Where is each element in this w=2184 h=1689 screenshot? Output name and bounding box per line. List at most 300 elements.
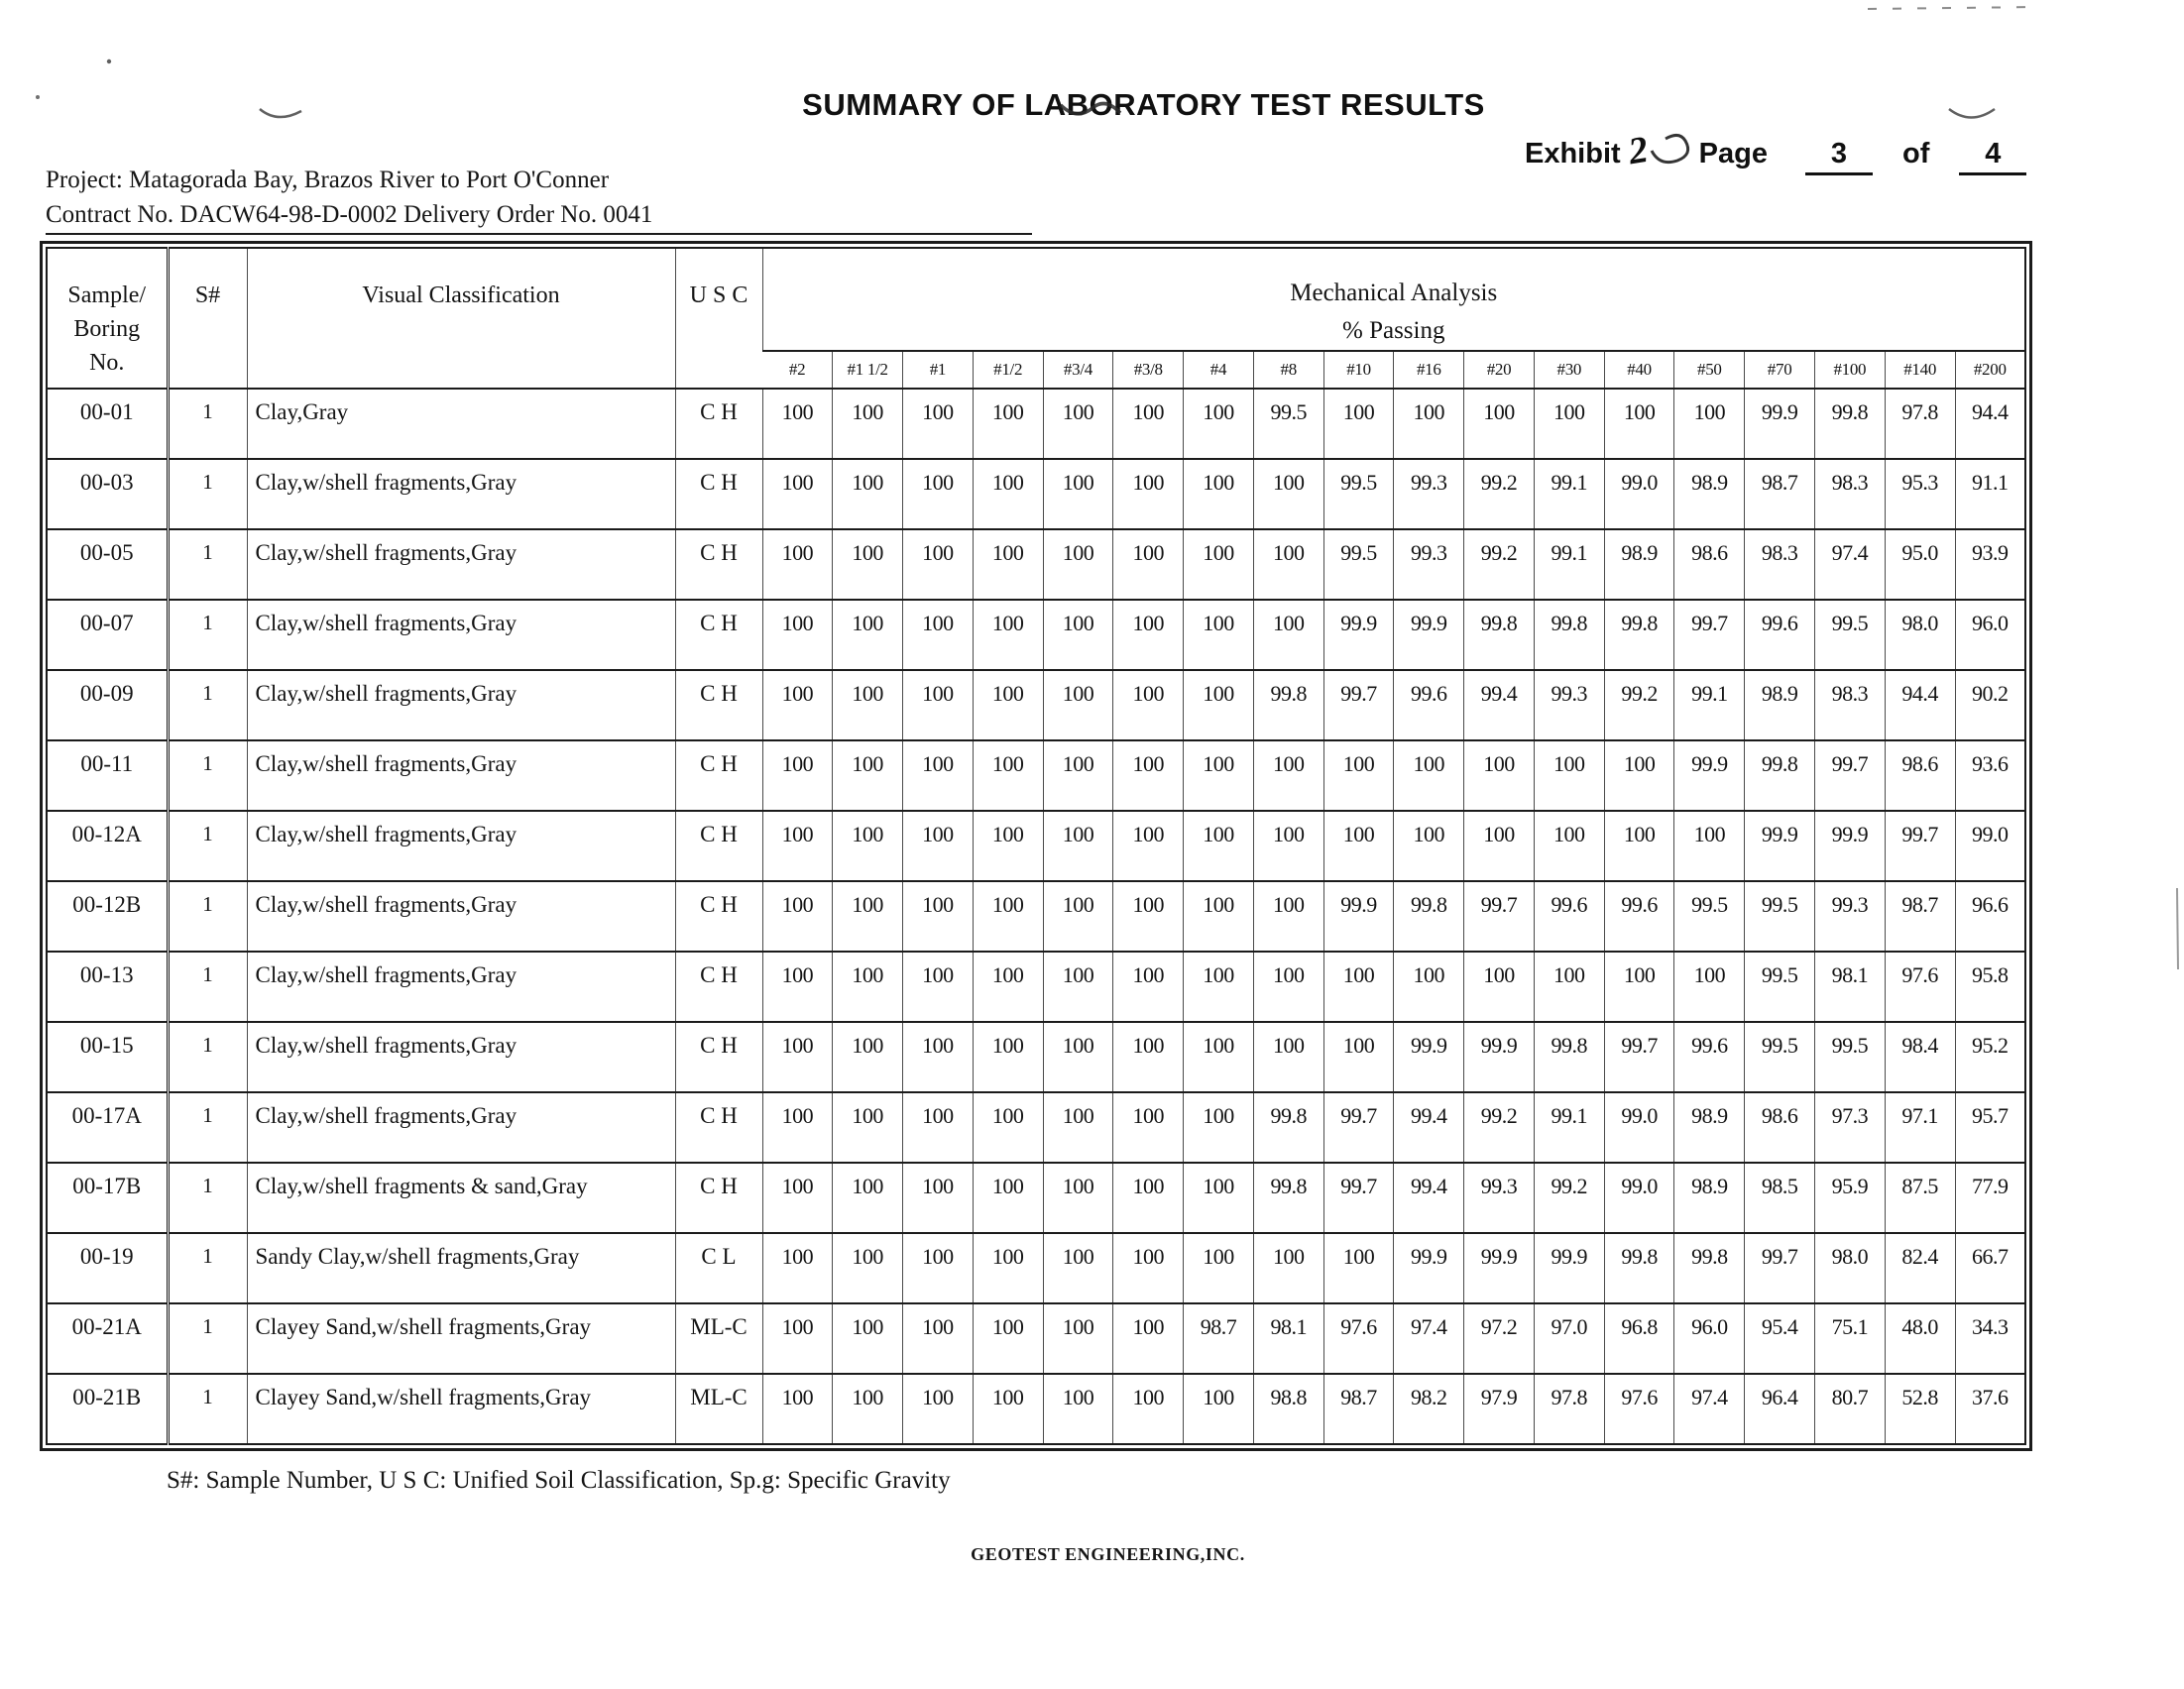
percent-passing-value: 100 (903, 1303, 974, 1374)
sample-boring-no: 00-17B (47, 1163, 168, 1233)
percent-passing-value: 100 (1043, 389, 1113, 459)
percent-passing-value: 100 (762, 1092, 833, 1163)
visual-classification: Clay,w/shell fragments,Gray (247, 740, 675, 811)
percent-passing-value: 100 (762, 881, 833, 952)
percent-passing-value: 100 (1394, 811, 1464, 881)
col-header-s-number: S# (168, 248, 247, 389)
percent-passing-value: 100 (1113, 459, 1184, 529)
percent-passing-value: 98.2 (1394, 1374, 1464, 1444)
percent-passing-value: 100 (973, 1374, 1043, 1444)
percent-passing-value: 100 (762, 389, 833, 459)
percent-passing-value: 100 (973, 459, 1043, 529)
percent-passing-value: 99.8 (1253, 1163, 1323, 1233)
sieve-size-header: #140 (1885, 351, 1955, 389)
percent-passing-value: 100 (1113, 1374, 1184, 1444)
sieve-size-header: #16 (1394, 351, 1464, 389)
percent-passing-value: 100 (903, 389, 974, 459)
percent-passing-value: 99.7 (1745, 1233, 1815, 1303)
percent-passing-value: 100 (1043, 1374, 1113, 1444)
percent-passing-value: 99.8 (1464, 600, 1535, 670)
percent-passing-value: 100 (1113, 740, 1184, 811)
percent-passing-value: 99.5 (1745, 881, 1815, 952)
percent-passing-value: 100 (973, 600, 1043, 670)
percent-passing-value: 100 (833, 1092, 903, 1163)
table-row (47, 881, 2025, 952)
percent-passing-value: 99.9 (1814, 811, 1885, 881)
percent-passing-value: 100 (1184, 389, 1254, 459)
percent-passing-value: 100 (1184, 881, 1254, 952)
percent-passing-value: 100 (762, 459, 833, 529)
percent-passing-value: 99.5 (1674, 881, 1745, 952)
percent-passing-value: 100 (1534, 389, 1604, 459)
percent-passing-value: 100 (1113, 1163, 1184, 1233)
percent-passing-value: 100 (903, 1092, 974, 1163)
percent-passing-value: 100 (973, 529, 1043, 600)
percent-passing-value: 100 (1394, 740, 1464, 811)
col-header-sample-line2: Boring (73, 316, 141, 342)
usc-value: C H (675, 459, 762, 529)
sample-number: 1 (168, 529, 247, 600)
sieve-size-header: #40 (1604, 351, 1674, 389)
col-header-sample-line3: No. (89, 350, 125, 376)
percent-passing-value: 37.6 (1955, 1374, 2025, 1444)
percent-passing-value: 100 (1184, 952, 1254, 1022)
percent-passing-value: 98.3 (1745, 529, 1815, 600)
exhibit-label: Exhibit (1525, 138, 1621, 169)
percent-passing-value: 100 (1184, 1092, 1254, 1163)
percent-passing-value: 95.2 (1955, 1022, 2025, 1092)
percent-passing-value: 100 (762, 529, 833, 600)
percent-passing-value: 100 (1043, 1163, 1113, 1233)
percent-passing-value: 99.9 (1534, 1233, 1604, 1303)
percent-passing-value: 100 (1184, 1233, 1254, 1303)
percent-passing-value: 100 (1323, 1233, 1394, 1303)
sample-boring-no: 00-21A (47, 1303, 168, 1374)
percent-passing-value: 100 (1323, 389, 1394, 459)
percent-passing-value: 100 (833, 1022, 903, 1092)
percent-passing-value: 99.7 (1604, 1022, 1674, 1092)
col-header-sample-boring-no (47, 248, 168, 389)
sieve-size-header: #200 (1955, 351, 2025, 389)
percent-passing-value: 100 (762, 1022, 833, 1092)
percent-passing-value: 66.7 (1955, 1233, 2025, 1303)
table-row (47, 1022, 2025, 1092)
percent-passing-value: 98.7 (1745, 459, 1815, 529)
percent-passing-value: 99.8 (1674, 1233, 1745, 1303)
percent-passing-value: 100 (1113, 600, 1184, 670)
percent-passing-value: 100 (1534, 811, 1604, 881)
percent-passing-value: 100 (1323, 740, 1394, 811)
sieve-size-header: #20 (1464, 351, 1535, 389)
percent-passing-value: 99.9 (1464, 1022, 1535, 1092)
percent-passing-value: 77.9 (1955, 1163, 2025, 1233)
percent-passing-value: 98.5 (1745, 1163, 1815, 1233)
percent-passing-value: 100 (762, 1163, 833, 1233)
percent-passing-value: 99.1 (1534, 459, 1604, 529)
percent-passing-value: 99.5 (1814, 600, 1885, 670)
percent-passing-value: 99.3 (1394, 459, 1464, 529)
percent-passing-value: 100 (833, 1374, 903, 1444)
percent-passing-value: 100 (1043, 881, 1113, 952)
percent-passing-value: 99.5 (1323, 459, 1394, 529)
visual-classification: Clay,w/shell fragments & sand,Gray (247, 1163, 675, 1233)
percent-passing-value: 100 (903, 952, 974, 1022)
percent-passing-value: 100 (762, 670, 833, 740)
usc-value: C H (675, 1163, 762, 1233)
percent-passing-value: 100 (903, 459, 974, 529)
percent-passing-value: 99.4 (1464, 670, 1535, 740)
sieve-size-header: #3/4 (1043, 351, 1113, 389)
percent-passing-value: 99.6 (1674, 1022, 1745, 1092)
table-row (47, 459, 2025, 529)
company-name: GEOTEST ENGINEERING,INC. (971, 1544, 1245, 1564)
sieve-size-header: #70 (1745, 351, 1815, 389)
speck-mark (36, 95, 40, 99)
percent-passing-value: 98.3 (1814, 459, 1885, 529)
percent-passing-value: 100 (1604, 389, 1674, 459)
percent-passing-value: 99.0 (1955, 811, 2025, 881)
percent-passing-value: 100 (1113, 881, 1184, 952)
percent-passing-value: 100 (833, 1163, 903, 1233)
percent-passing-value: 98.0 (1885, 600, 1955, 670)
percent-passing-value: 100 (762, 1233, 833, 1303)
percent-passing-value: 100 (1323, 952, 1394, 1022)
percent-passing-value: 100 (762, 1374, 833, 1444)
table-row (47, 740, 2025, 811)
percent-passing-value: 98.1 (1814, 952, 1885, 1022)
percent-passing-value: 100 (833, 952, 903, 1022)
percent-passing-value: 99.8 (1604, 600, 1674, 670)
percent-passing-value: 100 (1043, 1233, 1113, 1303)
percent-passing-value: 100 (973, 1092, 1043, 1163)
exhibit-number: 2 (1625, 128, 1651, 173)
percent-passing-value: 100 (1113, 1022, 1184, 1092)
percent-passing-value: 99.9 (1323, 600, 1394, 670)
visual-classification: Clay,w/shell fragments,Gray (247, 1022, 675, 1092)
percent-passing-value: 100 (1043, 670, 1113, 740)
sample-boring-no: 00-13 (47, 952, 168, 1022)
percent-passing-value: 52.8 (1885, 1374, 1955, 1444)
page-label: Page (1698, 138, 1768, 169)
percent-passing-value: 99.4 (1394, 1092, 1464, 1163)
percent-passing-value: 99.2 (1604, 670, 1674, 740)
percent-passing-value: 100 (1464, 740, 1535, 811)
table-row (47, 1163, 2025, 1233)
percent-passing-value: 96.6 (1955, 881, 2025, 952)
sample-boring-no: 00-01 (47, 389, 168, 459)
percent-passing-value: 100 (1113, 1092, 1184, 1163)
percent-passing-value: 100 (1253, 1233, 1323, 1303)
sieve-size-header: #50 (1674, 351, 1745, 389)
usc-value: C H (675, 952, 762, 1022)
percent-passing-value: 95.7 (1955, 1092, 2025, 1163)
percent-passing-value: 100 (973, 881, 1043, 952)
percent-passing-value: 99.6 (1604, 881, 1674, 952)
percent-passing-value: 100 (833, 529, 903, 600)
usc-value: ML-C (675, 1303, 762, 1374)
percent-passing-value: 100 (1394, 952, 1464, 1022)
speck-mark (107, 59, 111, 63)
percent-passing-value: 100 (1184, 740, 1254, 811)
sieve-size-header: #8 (1253, 351, 1323, 389)
percent-passing-value: 99.9 (1394, 1233, 1464, 1303)
visual-classification: Clay,w/shell fragments,Gray (247, 1092, 675, 1163)
percent-passing-value: 100 (973, 1303, 1043, 1374)
percent-passing-value: 99.9 (1745, 811, 1815, 881)
sieve-size-header: #2 (762, 351, 833, 389)
percent-passing-value: 75.1 (1814, 1303, 1885, 1374)
percent-passing-value: 99.0 (1604, 1163, 1674, 1233)
sample-boring-no: 00-17A (47, 1092, 168, 1163)
percent-passing-value: 98.6 (1674, 529, 1745, 600)
sample-number: 1 (168, 670, 247, 740)
percent-passing-value: 99.7 (1814, 740, 1885, 811)
percent-passing-value: 97.6 (1323, 1303, 1394, 1374)
percent-passing-value: 100 (1604, 740, 1674, 811)
sample-number: 1 (168, 811, 247, 881)
percent-passing-value: 100 (1253, 1022, 1323, 1092)
sample-number: 1 (168, 1022, 247, 1092)
percent-passing-value: 96.8 (1604, 1303, 1674, 1374)
percent-passing-value: 98.8 (1253, 1374, 1323, 1444)
percent-passing-value: 100 (903, 529, 974, 600)
visual-classification: Clay,w/shell fragments,Gray (247, 459, 675, 529)
percent-passing-value: 97.4 (1394, 1303, 1464, 1374)
percent-passing-value: 100 (903, 740, 974, 811)
sample-boring-no: 00-11 (47, 740, 168, 811)
percent-passing-value: 100 (1604, 811, 1674, 881)
percent-passing-value: 100 (833, 459, 903, 529)
table-row (47, 1233, 2025, 1303)
table-row (47, 1092, 2025, 1163)
sieve-size-header: #1/2 (973, 351, 1043, 389)
usc-value: C H (675, 600, 762, 670)
percent-passing-value: 99.7 (1674, 600, 1745, 670)
percent-passing-value: 97.0 (1534, 1303, 1604, 1374)
percent-passing-value: 99.1 (1674, 670, 1745, 740)
percent-passing-value: 98.7 (1184, 1303, 1254, 1374)
percent-passing-value: 98.4 (1885, 1022, 1955, 1092)
percent-passing-value: 97.8 (1885, 389, 1955, 459)
percent-passing-value: 100 (1464, 952, 1535, 1022)
percent-passing-value: 100 (1113, 1303, 1184, 1374)
page-number: 3 (1805, 138, 1873, 175)
sample-number: 1 (168, 952, 247, 1022)
percent-passing-value: 100 (1674, 952, 1745, 1022)
percent-passing-value: 90.2 (1955, 670, 2025, 740)
project-line: Project: Matagorada Bay, Brazos River to Port O'Conner (46, 167, 610, 193)
percent-passing-value: 34.3 (1955, 1303, 2025, 1374)
col-header-visual-classification: Visual Classification (247, 248, 675, 389)
percent-passing-value: 100 (973, 1233, 1043, 1303)
percent-passing-value: 99.4 (1394, 1163, 1464, 1233)
sample-boring-no: 00-19 (47, 1233, 168, 1303)
percent-passing-value: 99.8 (1745, 740, 1815, 811)
sieve-size-header: #3/8 (1113, 351, 1184, 389)
corner-dashes-mark (1868, 7, 2038, 9)
percent-passing-value: 100 (762, 740, 833, 811)
percent-passing-value: 100 (1253, 952, 1323, 1022)
percent-passing-value: 99.3 (1464, 1163, 1535, 1233)
percent-passing-value: 100 (1043, 952, 1113, 1022)
percent-passing-value: 99.8 (1534, 1022, 1604, 1092)
percent-passing-value: 100 (1253, 600, 1323, 670)
percent-passing-value: 100 (1253, 811, 1323, 881)
percent-passing-value: 100 (973, 740, 1043, 811)
percent-passing-value: 100 (833, 1233, 903, 1303)
visual-classification: Clayey Sand,w/shell fragments,Gray (247, 1303, 675, 1374)
percent-passing-value: 100 (1043, 811, 1113, 881)
percent-passing-value: 97.9 (1464, 1374, 1535, 1444)
col-header-usc: U S C (675, 248, 762, 389)
percent-passing-value: 100 (1043, 1303, 1113, 1374)
percent-passing-value: 98.3 (1814, 670, 1885, 740)
usc-value: C H (675, 881, 762, 952)
sample-number: 1 (168, 600, 247, 670)
sample-number: 1 (168, 1092, 247, 1163)
percent-passing-value: 100 (833, 881, 903, 952)
percent-passing-value: 100 (762, 600, 833, 670)
percent-passing-value: 99.9 (1394, 1022, 1464, 1092)
percent-passing-value: 100 (1043, 1092, 1113, 1163)
legend: S#: Sample Number, U S C: Unified Soil Classification, Sp.g: Specific Gravity (167, 1467, 951, 1494)
sample-number: 1 (168, 1233, 247, 1303)
sieve-size-header: #1 (903, 351, 974, 389)
percent-passing-value: 87.5 (1885, 1163, 1955, 1233)
percent-passing-value: 100 (903, 1163, 974, 1233)
percent-passing-value: 99.6 (1394, 670, 1464, 740)
usc-value: C H (675, 529, 762, 600)
percent-passing-value: 99.2 (1534, 1163, 1604, 1233)
percent-passing-value: 98.7 (1885, 881, 1955, 952)
percent-passing-value: 99.5 (1253, 389, 1323, 459)
exhibit-page-line (1525, 129, 2026, 175)
percent-passing-value: 98.6 (1745, 1092, 1815, 1163)
results-table (46, 247, 2026, 1445)
page-title: SUMMARY OF LABORATORY TEST RESULTS (802, 87, 1485, 122)
table-row (47, 811, 2025, 881)
percent-passing-value: 98.9 (1674, 1092, 1745, 1163)
percent-passing-value: 97.2 (1464, 1303, 1535, 1374)
percent-passing-value: 100 (1253, 740, 1323, 811)
percent-passing-value: 99.1 (1534, 1092, 1604, 1163)
percent-passing-value: 99.2 (1464, 529, 1535, 600)
sample-number: 1 (168, 1303, 247, 1374)
sample-number: 1 (168, 740, 247, 811)
page-total: 4 (1959, 138, 2026, 175)
percent-passing-value: 98.9 (1674, 459, 1745, 529)
percent-passing-value: 99.6 (1534, 881, 1604, 952)
percent-passing-value: 95.4 (1745, 1303, 1815, 1374)
percent-passing-value: 100 (1113, 389, 1184, 459)
percent-passing-value: 99.8 (1253, 670, 1323, 740)
percent-passing-value: 98.9 (1604, 529, 1674, 600)
sieve-size-header: #100 (1814, 351, 1885, 389)
percent-passing-value: 82.4 (1885, 1233, 1955, 1303)
percent-passing-value: 100 (1253, 459, 1323, 529)
contract-line: Contract No. DACW64-98-D-0002 Delivery Order No. 0041 (46, 201, 1032, 235)
percent-passing-value: 99.7 (1323, 1163, 1394, 1233)
percent-passing-value: 100 (903, 811, 974, 881)
percent-passing-value: 100 (903, 1022, 974, 1092)
visual-classification: Clay,w/shell fragments,Gray (247, 811, 675, 881)
percent-passing-value: 97.4 (1814, 529, 1885, 600)
percent-passing-value: 98.0 (1814, 1233, 1885, 1303)
percent-passing-value: 100 (1464, 811, 1535, 881)
percent-passing-value: 100 (1184, 811, 1254, 881)
sieve-size-header: #4 (1184, 351, 1254, 389)
percent-passing-value: 100 (762, 1303, 833, 1374)
usc-value: C H (675, 1092, 762, 1163)
percent-passing-value: 99.9 (1745, 389, 1815, 459)
percent-passing-value: 99.8 (1534, 600, 1604, 670)
sieve-size-header: #30 (1534, 351, 1604, 389)
percent-passing-value: 96.0 (1674, 1303, 1745, 1374)
percent-passing-value: 100 (903, 1233, 974, 1303)
percent-passing-value: 98.7 (1323, 1374, 1394, 1444)
sample-boring-no: 00-07 (47, 600, 168, 670)
percent-passing-value: 100 (1113, 529, 1184, 600)
percent-passing-value: 99.9 (1464, 1233, 1535, 1303)
percent-passing-value: 100 (903, 600, 974, 670)
header-row-main (47, 248, 2025, 351)
percent-passing-value: 99.8 (1814, 389, 1885, 459)
percent-passing-value: 100 (1043, 600, 1113, 670)
percent-passing-value: 99.9 (1394, 600, 1464, 670)
percent-passing-value: 97.6 (1885, 952, 1955, 1022)
visual-classification: Clay,w/shell fragments,Gray (247, 670, 675, 740)
percent-passing-value: 100 (1184, 670, 1254, 740)
percent-passing-value: 99.8 (1253, 1092, 1323, 1163)
col-header-mechanical-analysis (762, 248, 2025, 351)
table-row (47, 952, 2025, 1022)
percent-passing-value: 100 (1253, 881, 1323, 952)
percent-passing-value: 48.0 (1885, 1303, 1955, 1374)
percent-passing-value: 100 (833, 811, 903, 881)
percent-passing-value: 100 (1534, 952, 1604, 1022)
percent-passing-value: 94.4 (1955, 389, 2025, 459)
percent-passing-value: 99.5 (1745, 1022, 1815, 1092)
percent-passing-value: 99.3 (1534, 670, 1604, 740)
percent-passing-value: 100 (1184, 1374, 1254, 1444)
percent-passing-value: 99.0 (1604, 1092, 1674, 1163)
sample-number: 1 (168, 1374, 247, 1444)
percent-passing-value: 99.2 (1464, 459, 1535, 529)
percent-passing-value: 100 (833, 389, 903, 459)
percent-passing-value: 100 (833, 670, 903, 740)
percent-passing-value: 94.4 (1885, 670, 1955, 740)
sieve-size-header: #10 (1323, 351, 1394, 389)
percent-passing-value: 100 (973, 952, 1043, 1022)
table-row (47, 529, 2025, 600)
sample-boring-no: 00-15 (47, 1022, 168, 1092)
percent-passing-value: 100 (833, 1303, 903, 1374)
of-label: of (1902, 138, 1930, 169)
percent-passing-value: 99.9 (1674, 740, 1745, 811)
percent-passing-label: % Passing (1342, 317, 1445, 344)
percent-passing-value: 95.3 (1885, 459, 1955, 529)
table-row (47, 1374, 2025, 1444)
percent-passing-value: 98.6 (1885, 740, 1955, 811)
usc-value: C H (675, 1022, 762, 1092)
table-row (47, 389, 2025, 459)
percent-passing-value: 99.7 (1885, 811, 1955, 881)
sample-number: 1 (168, 389, 247, 459)
percent-passing-value: 100 (1674, 811, 1745, 881)
sample-boring-no: 00-05 (47, 529, 168, 600)
usc-value: C H (675, 670, 762, 740)
percent-passing-value: 97.6 (1604, 1374, 1674, 1444)
